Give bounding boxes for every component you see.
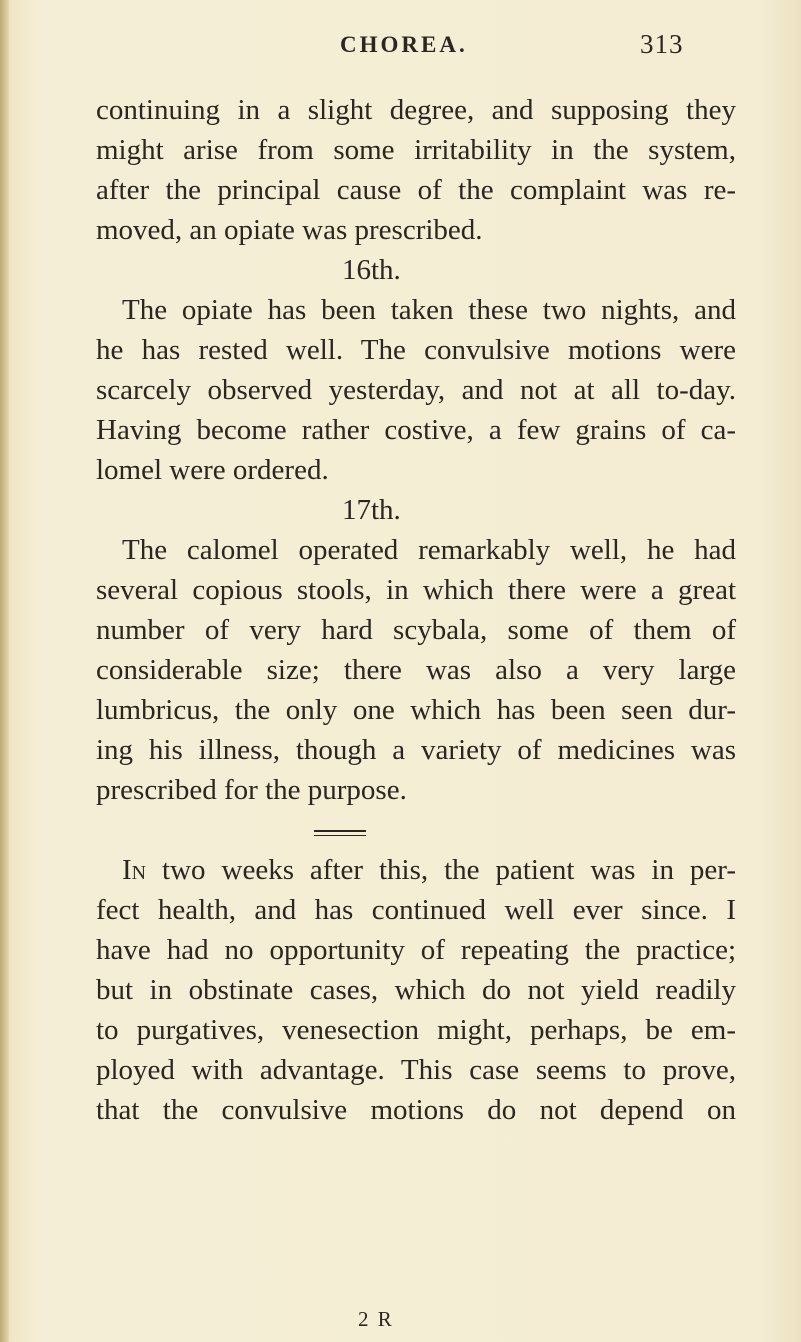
text-line: number of very hard scybala, some of them of xyxy=(96,614,736,646)
text-line: lumbricus, the only one which has been seen dur- xyxy=(96,694,736,726)
text-line: The calomel operated remarkably well, he had xyxy=(122,534,736,566)
text-line: prescribed for the purpose. xyxy=(96,774,407,806)
text-line: lomel were ordered. xyxy=(96,454,329,486)
text-line: that the convulsive motions do not depend on xyxy=(96,1094,736,1126)
text-line: he has rested well. The convulsive motions were xyxy=(96,334,736,366)
text-line xyxy=(96,850,736,890)
text-line: fect health, and has continued well ever since. I xyxy=(96,894,736,926)
lead-word: In xyxy=(122,854,147,886)
entry-date-17th: 17th. xyxy=(342,494,401,526)
text-line: after the principal cause of the complaint was re- xyxy=(96,174,736,206)
text-line: ing his illness, though a variety of medicines was xyxy=(96,734,736,766)
text-line: have had no opportunity of repeating the practice; xyxy=(96,934,736,966)
text-line: but in obstinate cases, which do not yield readily xyxy=(96,974,736,1006)
gutter-shadow xyxy=(0,0,9,1342)
divider-rule xyxy=(314,830,366,836)
page-number: 313 xyxy=(640,29,684,59)
lead-line-rest: two weeks after this, the patient was in per- xyxy=(146,854,736,886)
signature-mark: 2 R xyxy=(358,1307,394,1331)
section-divider xyxy=(96,810,736,850)
text-line: Having become rather costive, a few grains of ca- xyxy=(96,414,736,446)
text-line: considerable size; there was also a very large xyxy=(96,654,736,686)
text-line: to purgatives, venesection might, perhaps, be em- xyxy=(96,1014,736,1046)
text-line: several copious stools, in which there were a great xyxy=(96,574,736,606)
text-line: moved, an opiate was prescribed. xyxy=(96,214,483,246)
body-text xyxy=(96,90,736,1130)
text-line: The opiate has been taken these two nights, and xyxy=(122,294,736,326)
running-head: CHOREA. xyxy=(340,32,468,57)
text-line: might arise from some irritability in the system, xyxy=(96,134,736,166)
text-line: scarcely observed yesterday, and not at all to-day. xyxy=(96,374,736,406)
text-line: continuing in a slight degree, and supposing they xyxy=(96,94,736,126)
entry-date-16th: 16th. xyxy=(342,254,401,286)
text-line: ployed with advantage. This case seems to prove, xyxy=(96,1054,736,1086)
page-header xyxy=(0,18,801,68)
